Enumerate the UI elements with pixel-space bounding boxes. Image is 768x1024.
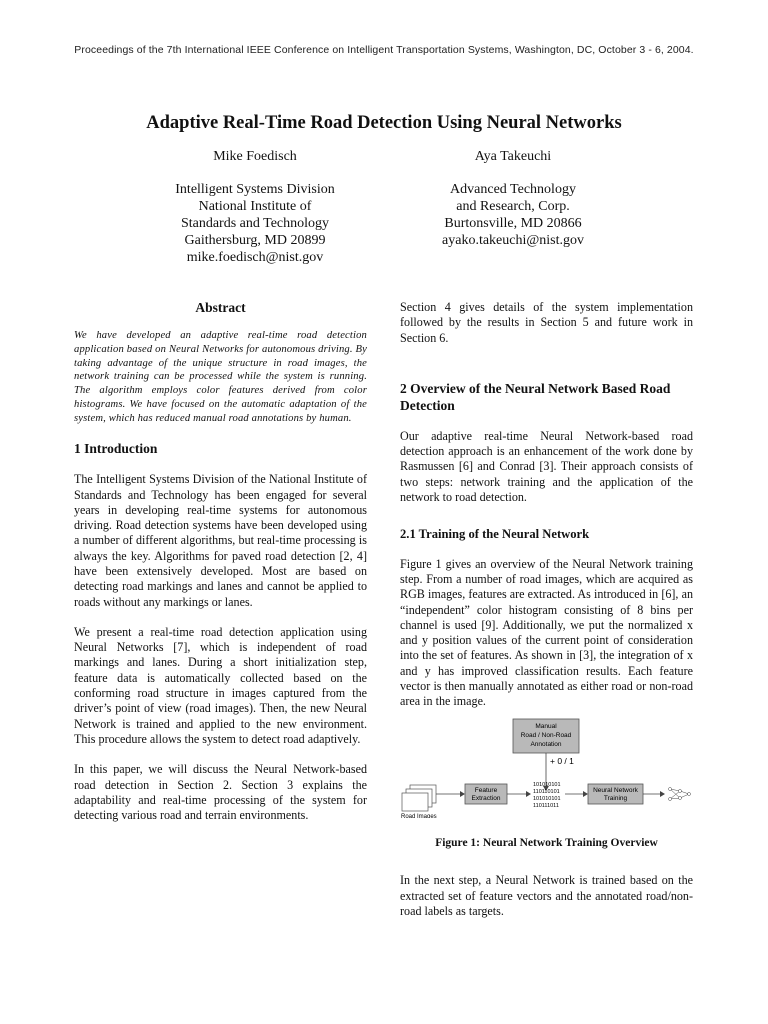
affiliation-line: Burtonsville, MD 20866 [444,216,582,231]
section-heading-introduction: 1 Introduction [74,441,158,457]
section-heading-overview: 2 Overview of the Neural Network Based Road Detection [400,380,671,413]
author-name: Mike Foedisch [213,149,297,164]
paragraph: Our adaptive real-time Neural Network-based road detection approach is an enhancement of the work done by Rasmussen [6] and Conrad [3]. Their approach consists of two steps: network training and the application of the network to road detection. [400,428,693,505]
author-name: Aya Takeuchi [474,149,552,164]
paragraph: In this paper, we will discuss the Neural Network-based road detection in Section 2. Section 3 explains the adaptability and real-time processing of the system for detecting various road and terrain environments. [74,762,367,823]
figure-caption: Figure 1: Neural Network Training Overview [435,836,658,849]
arrow-head-icon [660,791,665,797]
annotation-box-label: Road / Non-Road [520,731,572,739]
author-email: ayako.takeuchi@nist.gov [442,233,584,248]
nn-box-label: Training [603,794,628,802]
annotation-box-label: Annotation [530,740,562,748]
paragraph: Figure 1 gives an overview of the Neural Network training step. From a number of road images, which are acquired as RGB images, features are extracted. As introduced in [6], an “independent” color histogram consisting of 8 bins per channel is used [9]. Additionally, we put the normalized x and y position values of the current point of consideration into the set of features. As shown in [3], the integration of x and y has improved classification results. Each feature vector is then manually annotated as either road or non-road area in the image. [400,556,693,709]
road-images-label: Road Images [401,813,437,818]
affiliation-line: Advanced Technology [450,182,576,197]
feature-box-label: Feature [474,786,498,794]
author-email: mike.foedisch@nist.gov [186,250,324,265]
paragraph: We present a real-time road detection application using Neural Networks [7], which is independent of road markings and lanes. During a short initialization step, feature data is automatically collected based on the conforming road structure in images captured from the driver’s point of view (road images). Then, the new Neural Network is trained and applied to the new environment. This procedure allows the system to detect road adaptively. [74,624,367,746]
nn-box-label: Neural Network [593,786,638,794]
right-column [400,300,693,934]
affiliation-line: Gaithersburg, MD 20899 [184,233,326,248]
affiliation-line: Intelligent Systems Division [175,182,335,197]
abstract-heading: Abstract [195,300,246,315]
left-column [74,300,367,838]
subsection-heading-training: 2.1 Training of the Neural Network [400,527,590,542]
arrow-head-icon [460,791,465,797]
feature-box-label: Extraction [471,794,501,802]
affiliation-line: Standards and Technology [180,216,330,231]
affiliation-line: and Research, Corp. [456,199,570,214]
arrow-head-icon [583,791,588,797]
arrow-head-icon [526,791,531,797]
running-header: Proceedings of the 7th International IEEE Conference on Intelligent Transportation Systems, Washington, DC, October 3 - 6, 2004. [74,44,694,56]
paragraph: The Intelligent Systems Division of the National Institute of Standards and Technology has been engaged for several years in developing real-time systems for autonomous driving. Road detection systems have been developed using a number of different algorithms, but real-time processing is always the key. Algorithms for paved road detection [2, 4] have been extensively developed. Most are based on detecting road markings and lanes and cannot be applied to roads without any markings or lanes. [74,472,367,609]
author-block-1 [105,148,405,266]
author-block-2 [363,148,663,249]
neural-network-icon [669,787,691,800]
figure-1-diagram [400,718,693,818]
paragraph: In the next step, a Neural Network is trained based on the extracted set of feature vectors and the annotated road/non-road labels as targets. [400,873,693,918]
affiliation-line: National Institute of [198,199,312,214]
paper-title: Adaptive Real-Time Road Detection Using Neural Networks [146,113,622,133]
annotation-box-label: Manual [535,722,557,730]
feature-vector-bits: 110110101 [533,788,560,795]
annotation-output-label: + 0 / 1 [550,755,574,766]
feature-vector-bits: 110111011 [533,802,559,809]
feature-vector-bits: 101010101 [533,781,561,788]
feature-vector-bits: 101010101 [533,795,561,802]
abstract-text: We have developed an adaptive real-time road detection application based on Neural Networks for autonomous driving. By taking advantage of the unique structure in road images, the network training can be processed while the system is running. The algorithm employs color features derived from color histograms. We have focused on the automatic adaptation of the system, which has reduced manual road annotations by human. [74,330,367,424]
paragraph: Section 4 gives details of the system implementation followed by the results in Section 5 and future work in Section 6. [400,300,693,345]
